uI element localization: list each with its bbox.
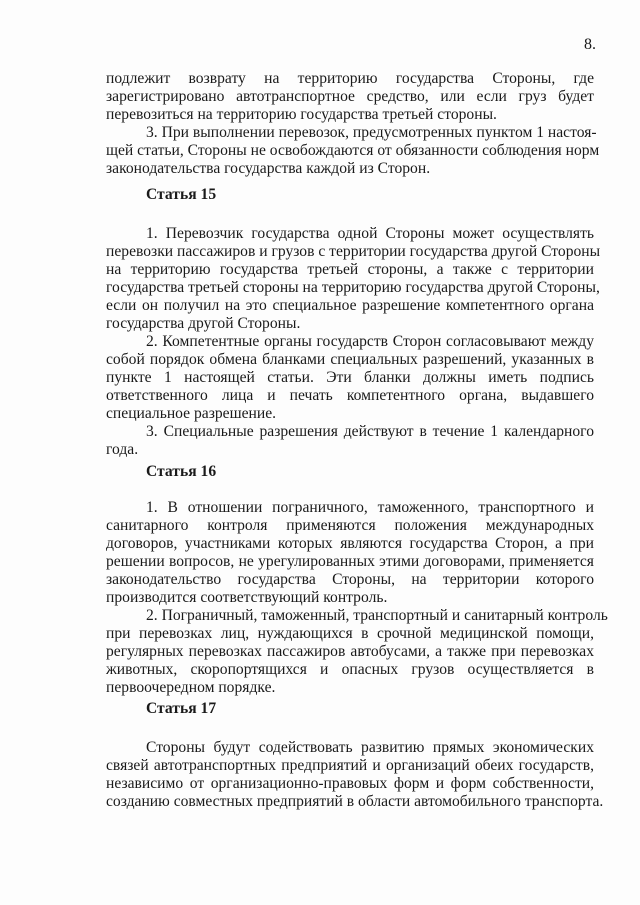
article-16-heading: Статья 16 [146,463,217,480]
text-line: на территорию государства третьей стороны, а также с территории [106,261,594,278]
text-line: года. [106,441,139,458]
text-line: животных, скоропортящихся и опасных грузов осуществляется в [106,661,594,678]
article-15-clause-1 [106,225,601,333]
text-line: подлежит возврату на территорию государства Стороны, где [106,70,594,87]
text-line: 1. В отношении пограничного, таможенного, транспортного и [146,499,594,516]
article-17-paragraph [106,739,604,811]
text-line: перевозиться на территорию государства третьей стороны. [106,106,497,123]
text-line: санитарного контроля применяются положения международных [106,517,594,534]
text-line: договоров, участниками которых являются государства Сторон, а при [106,535,594,552]
text-line: ответственного лица и печать компетентного органа, выдавшего [106,387,594,404]
text-line: щей статьи, Стороны не освобождаются от обязанности соблюдения норм [106,142,600,159]
text-line: зарегистрировано автотранспортное средство, или если груз будет [106,88,594,105]
article-16-clause-2 [106,607,608,697]
text-line: государства другой Стороны. [106,315,301,332]
article-15-clause-2 [106,333,594,423]
text-line: перевозки пассажиров и грузов с территории государства другой Стороны [106,243,601,260]
text-line: законодательства государства каждой из Сторон. [106,160,431,177]
text-line: независимо от организационно-правовых форм и форм собственности, [106,775,594,792]
text-line: если он получил на это специальное разрешение компетентного органа [106,297,594,314]
article-16-clause-1 [106,499,594,607]
text-line: 1. Перевозчик государства одной Стороны может осуществлять [146,225,594,242]
text-line: 2. Пограничный, таможенный, транспортный и санитарный контроль [146,607,608,624]
text-line: специальное разрешение. [106,405,277,422]
page-number: 8. [584,36,596,53]
text-line: регулярных перевозках пассажиров автобусами, а также при перевозках [106,643,594,660]
text-line: 3. Специальные разрешения действуют в течение 1 календарного [146,423,594,440]
intro-clause-3 [106,124,600,178]
text-line: решении вопросов, не урегулированных этими договорами, применяется [106,553,594,570]
text-line: законодательство государства Стороны, на территории которого [106,571,594,588]
text-line: собой порядок обмена бланками специальных разрешений, указанных в [106,351,594,368]
text-line: пункте 1 настоящей статьи. Эти бланки должны иметь подпись [106,369,594,386]
text-line: 3. При выполнении перевозок, предусмотренных пунктом 1 настоя- [146,124,597,141]
article-15-heading: Статья 15 [146,186,217,203]
text-line: созданию совместных предприятий в области автомобильного транспорта. [106,793,604,810]
text-line: связей автотранспортных предприятий и организаций обеих государств, [106,757,594,774]
text-line: при перевозках лиц, нуждающихся в срочной медицинской помощи, [106,625,594,642]
article-15-clause-3 [106,423,594,459]
article-17-heading: Статья 17 [146,700,217,717]
text-line: 2. Компетентные органы государств Сторон согласовывают между [146,333,594,350]
intro-paragraph [106,70,594,124]
text-line: Стороны будут содействовать развитию прямых экономических [146,739,594,756]
text-line: первоочередном порядке. [106,679,276,696]
text-line: производится соответствующий контроль. [106,589,388,606]
text-line: государства третьей стороны на территорию государства другой Стороны, [106,279,600,296]
